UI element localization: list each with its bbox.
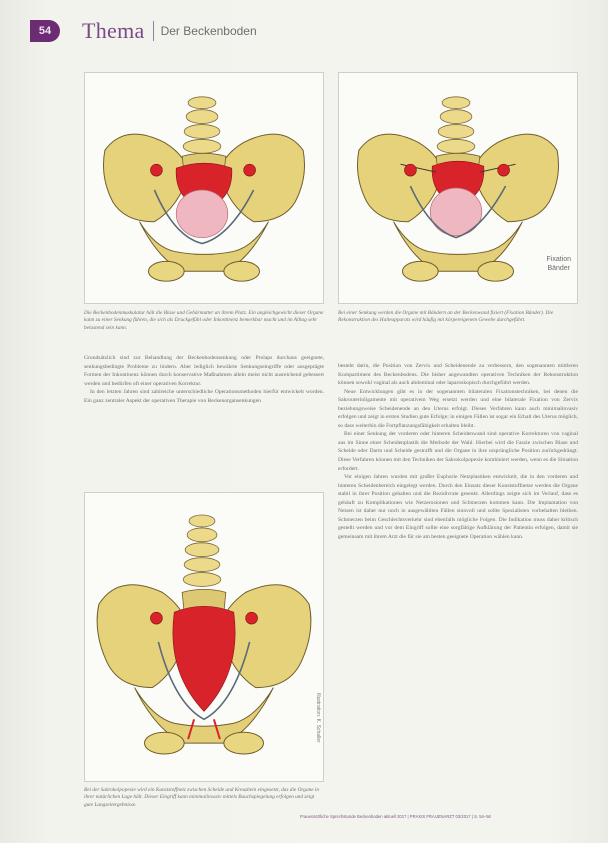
fixation-label-line1: Fixation: [546, 256, 571, 263]
figure-1-caption: Die Beckenbodenmuskulatur hält die Blase und Gebärmutter an ihrem Platz. Ein ungleichgewicht dieser Organe kann zu einer Senkung führen, die sich als Druckgefühl oder Inkontinenz bemerkbar macht und im Alltag sehr belastend sein kann.: [84, 310, 324, 331]
page-header: [30, 18, 257, 44]
section-title: Thema: [82, 18, 145, 43]
pelvis-illustration-3: [84, 492, 324, 782]
pelvis-illustration-1: [84, 72, 324, 304]
page-footer: Frauenärztliche Sprechstunde Beckenboden aktuell 2017 | PRAXIS FRAUENARZT 03/2017 | S. 54–56: [300, 814, 491, 819]
paragraph: Neue Entwicklungen gibt es in der sogenannten bilateralen Fixationstechniken, bei denen die Sakrouterinligamente mit operativem Weg ersetzt werden und eine bilaterale Fixation von Zervix beziehungsweise Scheidenende an den Uterus erfolgt. Dieses Verfahren kann auch minimalinvasiv erfolgen und zeigt in ersten Studien gute Erfolge; in einigen Fällen ist sogar ein Erhalt des Uterus möglich, so dass weiterhin die Fortpflanzungsfähigkeit erhalten bleibt.: [338, 388, 578, 429]
fixation-label-line2: Bänder: [547, 265, 571, 272]
page-number: 54: [30, 20, 60, 42]
paragraph: besteht darin, die Position von Zervix und Scheidenende zu verbessern, den sogenannten mittleren Kompartiment des Beckenbodens. Die bisher angewandten operativen Techniken der Rekonstruktion können sowohl vaginal als auch abdominal oder laparoskopisch durchgeführt werden.: [338, 363, 578, 387]
pelvis-drawing-1: [85, 73, 323, 303]
illustration-credit: Illustration: K. Schaller: [315, 693, 321, 743]
section-subtitle: Der Beckenboden: [160, 24, 257, 38]
figure-3-caption: Bei der Sakrokolpopexie wird ein Kunststoffnetz zwischen Scheide und Kreuzbein eingesetzt, das die Organe in ihrer natürlichen Lage hält. Dieser Eingriff kann minimalinvasiv mittels Bauchspiegelung erfolgen und zeigt gute Langzeitergebnisse.: [84, 787, 320, 808]
paragraph: Bei einer Senkung der vorderen oder hinteren Scheidenwand sind operative Korrekturen von vaginal aus im Sinne einer Scheidenplastik die Methode der Wahl. Hierbei wird die Faszie zwischen Blase und Scheide oder Darm und Scheide gestrafft und die Organe in ihre ursprüngliche Position zurückgedrängt. Diese Verfahren können mit den Techniken der Sakrokolpopexie kombiniert werden, wenn es die Situation erfordert.: [338, 431, 578, 472]
pelvis-drawing-2: [339, 73, 577, 303]
body-column-right: [338, 362, 578, 541]
paragraph: Grundsätzlich sind zur Behandlung der Beckenbodensenkung oder Prolaps durchaus geeignete, senkungsbedingte Probleme zu lindern. Aber lediglich bewährte Senkungseingriffe oder ausgeprägte Formen der Inkontinenz können durch konservative Maßnahmen allein meist nicht ausreichend gebessert werden und bedürfen oft einer operativen Korrektur.: [84, 355, 324, 387]
pelvis-illustration-2: [338, 72, 578, 304]
paragraph: Vor einigen Jahren wurden mit großer Euphorie Netzplastiken entwickelt, die in den vorderen und hinteren Scheidenbereich eingelegt werden. Durch den Einsatz dieser Kunststoffnetze werden die Organe stabil in ihrer Position gehalten und die Rezidivrate gesenkt. Allerdings zeigte sich im Verlauf, dass es gehäuft zu Komplikationen wie Netzerosionen und Schmerzen kommen kann. Die Implantation von Netzen ist daher nur noch in ausgewählten Fällen sinnvoll und sollte Spezialisten vorbehalten bleiben. Schmerzen beim Geschlechtsverkehr sind ebenfalls mögliche Folgen. Die Indikation muss daher kritisch gestellt werden und vor dem Eingriff sollte eine sorgfältige Aufklärung der Patientin erfolgen, damit sie gemeinsam mit ihrem Arzt die für sie am besten geeignete Operation wählen kann.: [338, 474, 578, 540]
header-divider: [153, 21, 154, 41]
pelvis-drawing-3: [85, 493, 323, 781]
fixation-label: [546, 255, 571, 273]
figure-2-caption: Bei einer Senkung werden die Organe mit Bändern an der Beckenwand fixiert (Fixation Bänder). Die Rekonstruktion des Halteapparats wird häufig mit körpereigenem Gewebe durchgeführt.: [338, 310, 554, 324]
paragraph: In den letzten Jahren sind zahlreiche unterschiedliche Operationsmethoden hierfür entwickelt worden. Ein ganz zentraler Aspekt der operativen Therapie von Beckenorgansenkungen: [84, 389, 324, 404]
body-column-left: [84, 354, 324, 405]
